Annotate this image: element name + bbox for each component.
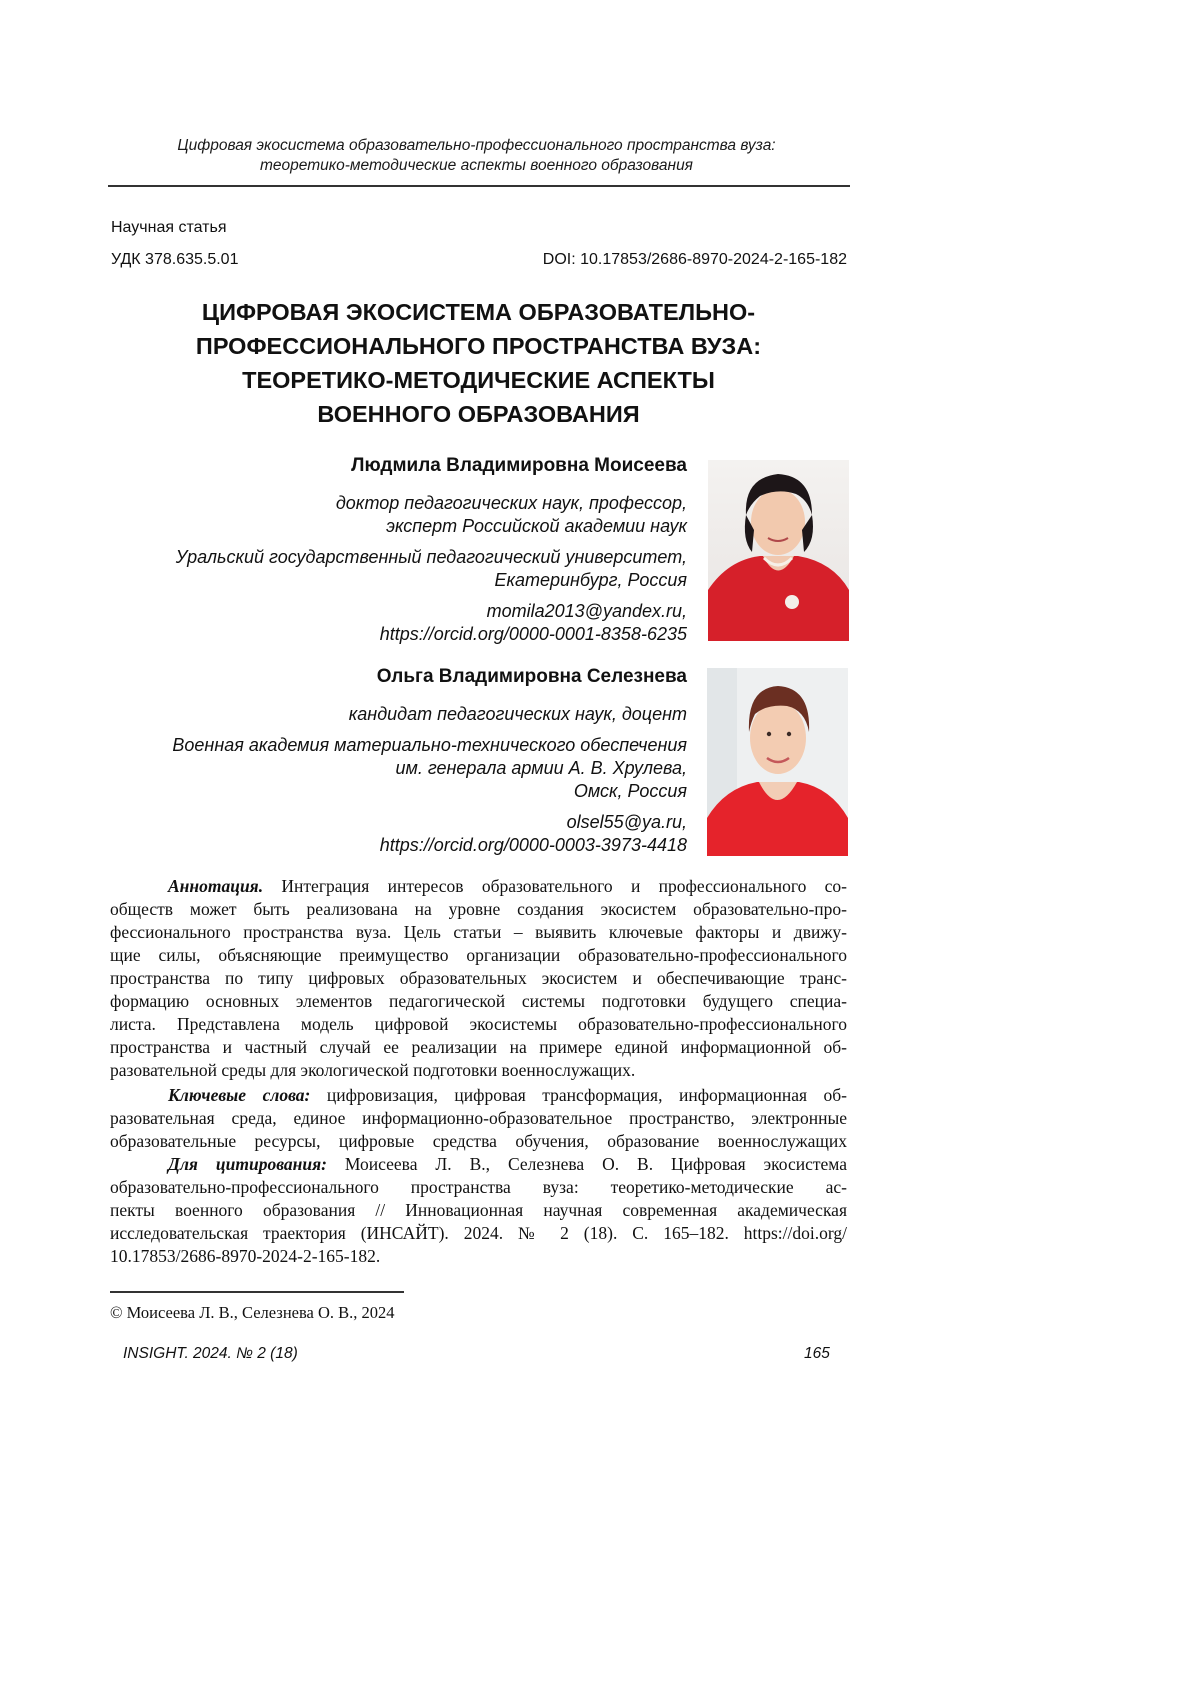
title-line: ЦИФРОВАЯ ЭКОСИСТЕМА ОБРАЗОВАТЕЛЬНО- [201,299,756,325]
keywords-line: Ключевые слова: цифровизация, цифровая трансформация, информационная об- [168,1085,848,1105]
article-title [110,295,847,431]
abstract-line: обществ может быть реализована на уровне создания экосистем образовательно-про- [110,899,847,919]
author-name: Людмила Владимировна Моисеева [351,455,687,476]
running-header-line: Цифровая экосистема образовательно-профессионального пространства вуза: [177,137,776,154]
abstract [110,875,847,1082]
citation-label: Для цитирования: [168,1154,327,1174]
author-degree: доктор педагогических наук, профессор, [335,493,687,513]
author-affiliation: им. генерала армии А. В. Хрулева, [395,758,687,778]
journal-footer: INSIGHT. 2024. № 2 (18) [123,1345,298,1362]
author-1 [176,454,687,646]
title-line: ПРОФЕССИОНАЛЬНОГО ПРОСТРАНСТВА ВУЗА: [195,333,762,359]
abstract-line: формацию основных элементов педагогической системы подготовки будущего специа- [110,991,847,1011]
abstract-line: щие силы, объясняющие преимущество организации образовательно-профессионального [110,945,847,965]
doi[interactable]: DOI: 10.17853/2686-8970-2024-2-165-182 [542,251,847,268]
citation-line: пекты военного образования // Инновационная научная современная академическая [110,1200,847,1220]
footnote-divider [110,1291,404,1293]
keywords-line: разовательная среда, единое информационно-образовательное пространство, электронные [110,1108,847,1128]
title-line: ТЕОРЕТИКО-МЕТОДИЧЕСКИЕ АСПЕКТЫ [242,367,715,393]
keywords-label: Ключевые слова: [168,1085,311,1105]
author-1-photo [708,460,849,641]
author-degree: эксперт Российской академии наук [386,516,687,536]
udk-code: УДК 378.635.5.01 [111,251,239,268]
author-2-photo [707,668,848,856]
citation [110,1153,847,1268]
abstract-line: пространства и частный случай ее реализации на примере единой информационной об- [110,1037,847,1057]
copyright: © Моисеева Л. В., Селезнева О. В., 2024 [110,1303,395,1322]
abstract-label: Аннотация. [168,876,264,896]
abstract-line: пространства по типу цифровых образовательных экосистем и обеспечивающие транс- [110,968,847,988]
running-header [108,136,845,176]
keywords-line: образовательные ресурсы, цифровые средства обучения, образование военнослужащих [110,1131,847,1151]
article-type: Научная статья [111,219,227,236]
citation-line: Для цитирования: Моисеева Л. В., Селезнева О. В. Цифровая экосистема [168,1154,848,1174]
author-2 [172,665,687,857]
author-orcid[interactable]: https://orcid.org/0000-0003-3973-4418 [379,835,687,855]
citation-line: исследовательская траектория (ИНСАЙТ). 2024. № 2 (18). С. 165–182. https://doi.org/ [110,1223,847,1243]
abstract-line: фессионального пространства вуза. Цель статьи – выявить ключевые факторы и движу- [110,922,847,942]
abstract-line: Аннотация. Интеграция интересов образовательного и профессионального со- [168,876,847,896]
keywords [110,1084,847,1153]
title-line: ВОЕННОГО ОБРАЗОВАНИЯ [317,401,640,427]
author-affiliation: Военная академия материально-технического обеспечения [172,735,687,755]
author-email[interactable]: olsel55@ya.ru, [566,812,687,832]
author-orcid[interactable]: https://orcid.org/0000-0001-8358-6235 [379,624,687,644]
author-affiliation: Уральский государственный педагогический университет, [175,547,687,567]
author-degree: кандидат педагогических наук, доцент [348,704,687,724]
header-divider [108,185,850,187]
abstract-line: разовательной среды для экологической подготовки военнослужащих. [110,1060,636,1080]
author-name: Ольга Владимировна Селезнева [376,666,687,687]
citation-line: образовательно-профессионального пространства вуза: теоретико-методические ас- [110,1177,847,1197]
page-number: 165 [804,1345,830,1362]
author-email[interactable]: momila2013@yandex.ru, [486,601,687,621]
author-affiliation: Омск, Россия [573,781,687,801]
author-affiliation: Екатеринбург, Россия [494,570,687,590]
citation-line: 10.17853/2686-8970-2024-2-165-182. [110,1246,381,1266]
abstract-line: листа. Представлена модель цифровой экосистемы образовательно-профессионального [110,1014,847,1034]
running-header-line: теоретико-методические аспекты военного образования [260,157,693,174]
